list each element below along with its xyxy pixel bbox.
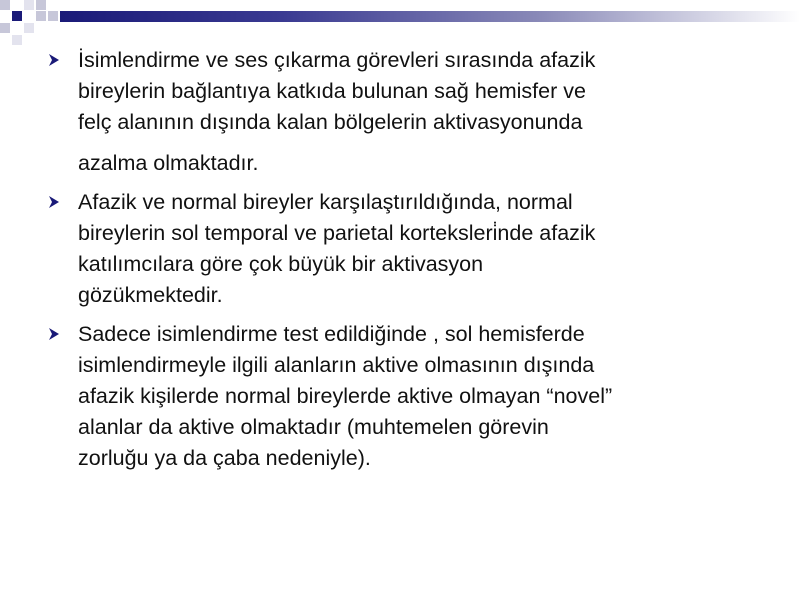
bullet-list bbox=[46, 45, 766, 474]
arrowhead-bullet-icon bbox=[46, 45, 64, 76]
decor-square bbox=[36, 0, 46, 10]
decor-square bbox=[12, 11, 22, 21]
bullet-line: felç alanının dışında kalan bölgelerin aktivasyonunda bbox=[78, 110, 583, 134]
decor-square bbox=[0, 23, 10, 33]
bullet-line: İsimlendirme ve ses çıkarma görevleri sırasında afazik bbox=[78, 48, 596, 72]
bullet-line: bireylerin sol temporal ve parietal korteksleri̇nde afazik bbox=[78, 221, 596, 245]
bullet-line: Sadece isimlendirme test edildiğinde , sol hemisferde bbox=[78, 322, 585, 346]
arrowhead-bullet-icon bbox=[46, 319, 64, 350]
bullet-item bbox=[46, 187, 766, 311]
decor-square bbox=[24, 23, 34, 33]
bullet-line: bireylerin bağlantıya katkıda bulunan sağ hemisfer ve bbox=[78, 79, 586, 103]
decor-square bbox=[36, 11, 46, 21]
bullet-item bbox=[46, 319, 766, 474]
decor-square bbox=[0, 0, 10, 10]
bullet-line: isimlendirmeyle ilgili alanların aktive olmasının dışında bbox=[78, 353, 595, 377]
bullet-line: gözükmektedir. bbox=[78, 283, 223, 307]
bullet-line: azalma olmaktadır. bbox=[78, 151, 259, 175]
bullet-line: Afazik ve normal bireyler karşılaştırıldığında, normal bbox=[78, 190, 573, 214]
bullet-line: zorluğu ya da çaba nedeniyle). bbox=[78, 446, 371, 470]
bullet-line: katılımcılara göre çok büyük bir aktivasyon bbox=[78, 252, 484, 276]
decor-square bbox=[12, 35, 22, 45]
bullet-line: alanlar da aktive olmaktadır (muhtemelen görevin bbox=[78, 415, 549, 439]
decor-square bbox=[48, 11, 58, 21]
arrowhead-bullet-icon bbox=[46, 187, 64, 218]
bullet-line: afazik kişilerde normal bireylerde aktive olmayan “novel” bbox=[78, 384, 613, 408]
header-gradient-bar bbox=[60, 11, 800, 22]
bullet-item bbox=[46, 45, 766, 179]
decor-square bbox=[24, 0, 34, 10]
